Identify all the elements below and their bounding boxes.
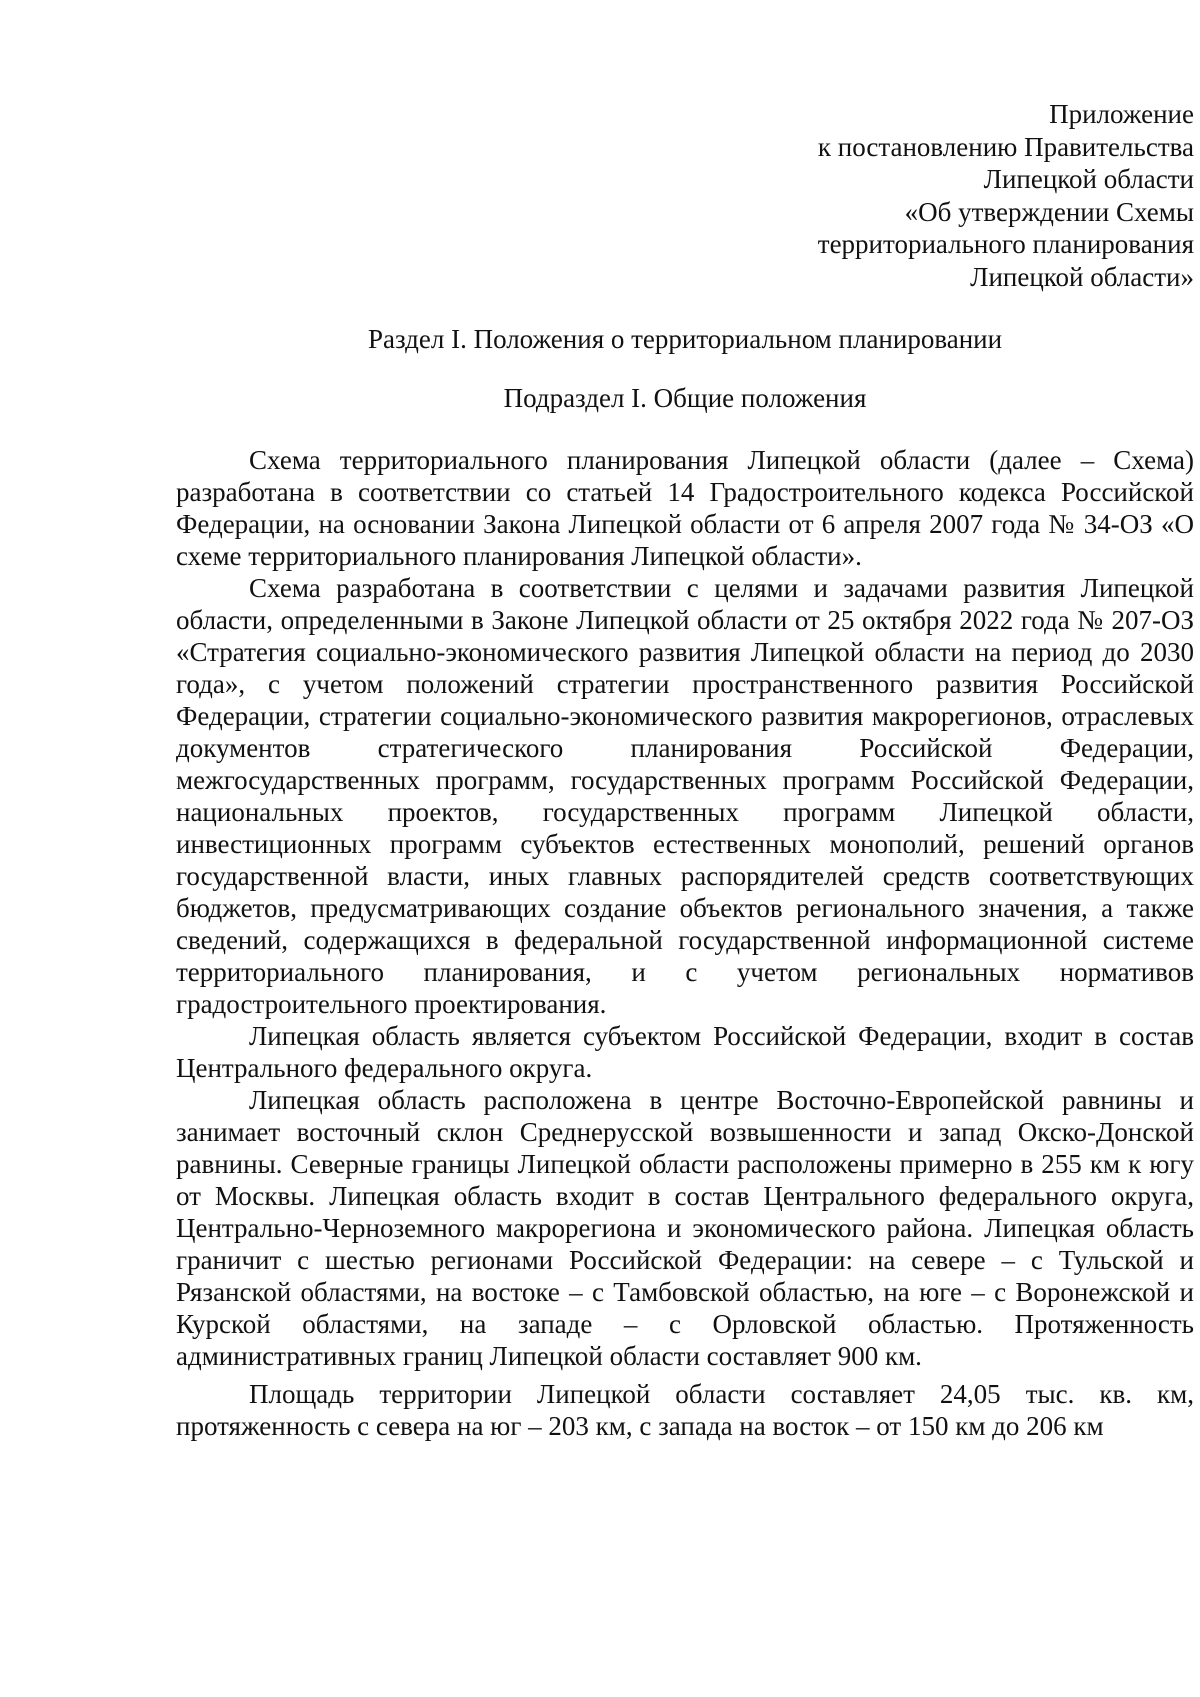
body-text <box>176 444 1194 1442</box>
paragraph: Схема разработана в соответствии с целями и задачами развития Липецкой области, определенными в Законе Липецкой области от 25 октября 2022 года № 207-ОЗ «Стратегия социально-экономического развития Липецкой области на период до 2030 года», с учетом положений стратегии пространственного развития Российской Федерации, стратегии социально-экономического развития макрорегионов, отраслевых документов стратегического планирования Российской Федерации, межгосударственных программ, государственных программ Российской Федерации, национальных проектов, государственных программ Липецкой области, инвестиционных программ субъектов естественных монополий, решений органов государственной власти, иных главных распорядителей средств соответствующих бюджетов, предусматривающих создание объектов регионального значения, а также сведений, содержащихся в федеральной государственной информационной системе территориального планирования, и с учетом региональных нормативов градостроительного проектирования. <box>176 573 1194 1019</box>
approval-line: Липецкой области» <box>970 261 1194 292</box>
approval-line: к постановлению Правительства <box>817 131 1194 162</box>
subsection-title: Подраздел I. Общие положения <box>503 383 867 413</box>
paragraph: Липецкая область является субъектом Российской Федерации, входит в состав Центрального федерального округа. <box>176 1021 1194 1083</box>
paragraph: Липецкая область расположена в центре Восточно-Европейской равнины и занимает восточный склон Среднерусской возвышенности и запад Окско-Донской равнины. Северные границы Липецкой области расположены примерно в 255 км к югу от Москвы. Липецкая область входит в состав Центрального федерального округа, Центрально-Черноземного макрорегиона и экономического района. Липецкая область граничит с шестью регионами Российской Федерации: на севере – с Тульской и Рязанской областями, на востоке – с Тамбовской областью, на юге – с Воронежской и Курской областями, на западе – с Орловской областью. Протяженность административных границ Липецкой области составляет 900 км. <box>176 1085 1194 1371</box>
approval-line: «Об утверждении Схемы <box>904 196 1194 227</box>
approval-line: Липецкой области <box>983 164 1194 194</box>
paragraph: Площадь территории Липецкой области составляет 24,05 тыс. кв. км, протяженность с севера на юг – 203 км, с запада на восток – от 150 км до 206 км <box>176 1379 1194 1441</box>
approval-line: территориального планирования <box>817 229 1194 259</box>
approval-line: Приложение <box>1049 99 1194 129</box>
section-title: Раздел I. Положения о территориальном планировании <box>367 324 1003 354</box>
approval-block <box>176 98 1194 293</box>
paragraph: Схема территориального планирования Липецкой области (далее – Схема) разработана в соответствии со статьей 14 Градостроительного кодекса Российской Федерации, на основании Закона Липецкой области от 6 апреля 2007 года № 34-ОЗ «О схеме территориального планирования Липецкой области». <box>176 445 1194 571</box>
document-page <box>176 98 1194 1442</box>
